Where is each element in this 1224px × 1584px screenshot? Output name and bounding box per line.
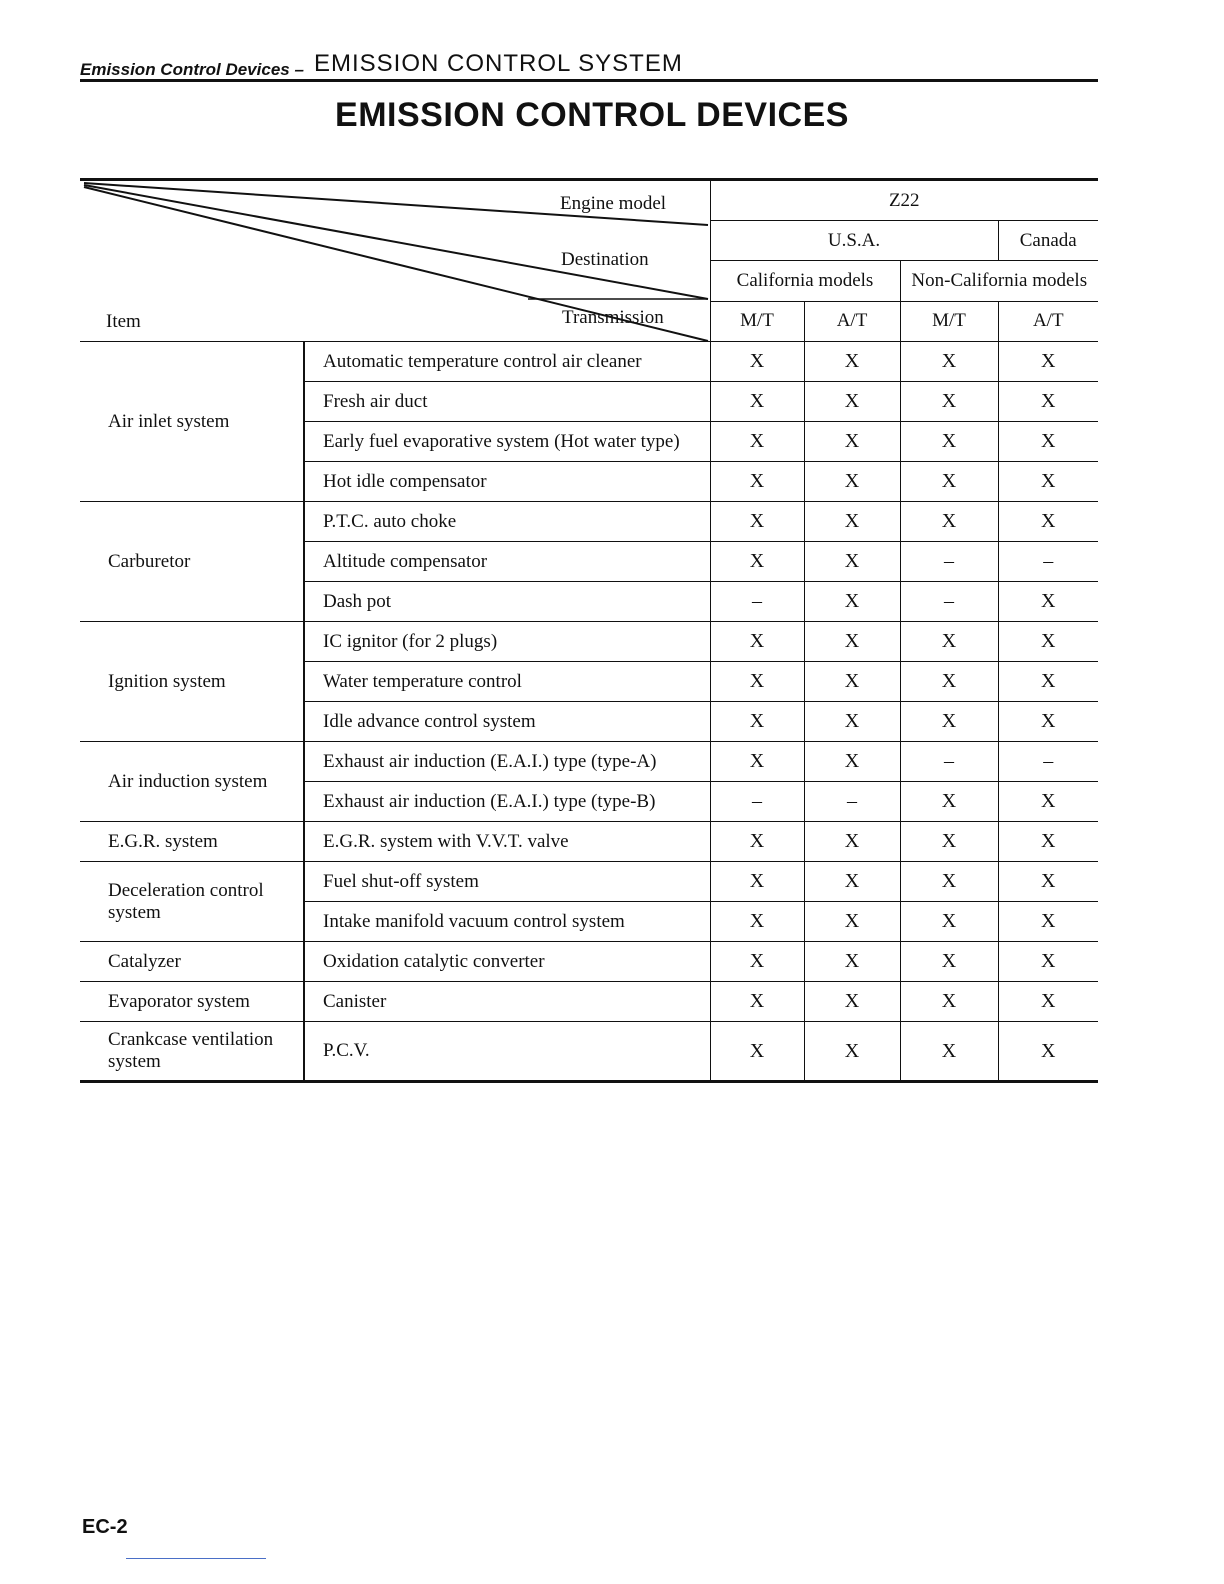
group-label: Air induction system <box>80 742 304 822</box>
value-cell: X <box>998 422 1098 462</box>
engine-model-label: Engine model <box>560 193 667 214</box>
value-cell: X <box>900 822 998 862</box>
value-cell: X <box>804 542 900 582</box>
value-cell: – <box>710 582 804 622</box>
value-cell: X <box>998 982 1098 1022</box>
device-name: Exhaust air induction (E.A.I.) type (type-B) <box>304 782 710 822</box>
value-cell: X <box>998 342 1098 382</box>
value-cell: X <box>804 1022 900 1082</box>
value-cell: X <box>998 582 1098 622</box>
device-name: Idle advance control system <box>304 702 710 742</box>
value-cell: X <box>804 742 900 782</box>
device-name: Fresh air duct <box>304 382 710 422</box>
value-cell: X <box>710 942 804 982</box>
transmission-label: Transmission <box>562 307 664 328</box>
value-cell: X <box>804 662 900 702</box>
value-cell: – <box>998 742 1098 782</box>
table-row <box>80 742 1098 782</box>
value-cell: X <box>710 982 804 1022</box>
device-name: Intake manifold vacuum control system <box>304 902 710 942</box>
group-label: Carburetor <box>80 502 304 622</box>
table-row <box>80 622 1098 662</box>
value-cell: X <box>804 702 900 742</box>
page-title: EMISSION CONTROL DEVICES <box>335 96 849 134</box>
table-row <box>80 862 1098 902</box>
page-title-wrap <box>0 96 1224 135</box>
value-cell: X <box>710 902 804 942</box>
device-name: Dash pot <box>304 582 710 622</box>
value-cell: X <box>804 942 900 982</box>
value-cell: X <box>900 1022 998 1082</box>
header-rule <box>80 79 1098 82</box>
device-name: Fuel shut-off system <box>304 862 710 902</box>
value-cell: X <box>710 542 804 582</box>
value-cell: X <box>804 582 900 622</box>
value-cell: X <box>998 662 1098 702</box>
transmission-header: M/T <box>710 301 804 341</box>
value-cell: X <box>710 622 804 662</box>
device-name: Early fuel evaporative system (Hot water type) <box>304 422 710 462</box>
value-cell: X <box>710 382 804 422</box>
footer-rule <box>126 1558 266 1559</box>
emission-devices-table <box>80 178 1098 1083</box>
destination-usa: U.S.A. <box>710 221 998 261</box>
header-diagonal-cell <box>80 180 710 342</box>
table-row <box>80 822 1098 862</box>
transmission-header: A/T <box>804 301 900 341</box>
device-name: Water temperature control <box>304 662 710 702</box>
device-name: IC ignitor (for 2 plugs) <box>304 622 710 662</box>
engine-model-value: Z22 <box>710 180 1098 221</box>
value-cell: X <box>900 902 998 942</box>
value-cell: X <box>900 462 998 502</box>
value-cell: X <box>900 942 998 982</box>
group-label: Ignition system <box>80 622 304 742</box>
value-cell: X <box>900 982 998 1022</box>
transmission-header: M/T <box>900 301 998 341</box>
value-cell: X <box>804 902 900 942</box>
device-name: Canister <box>304 982 710 1022</box>
value-cell: X <box>900 342 998 382</box>
value-cell: X <box>998 382 1098 422</box>
value-cell: X <box>710 462 804 502</box>
item-label: Item <box>106 311 141 332</box>
transmission-header: A/T <box>998 301 1098 341</box>
table-row <box>80 982 1098 1022</box>
value-cell: X <box>710 1022 804 1082</box>
group-label: Deceleration control system <box>80 862 304 942</box>
device-name: Hot idle compensator <box>304 462 710 502</box>
value-cell: X <box>998 622 1098 662</box>
value-cell: X <box>998 1022 1098 1082</box>
destination-canada: Canada <box>998 221 1098 261</box>
group-label: Crankcase ventilation system <box>80 1022 304 1082</box>
value-cell: – <box>998 542 1098 582</box>
value-cell: X <box>900 662 998 702</box>
group-label: Air inlet system <box>80 342 304 502</box>
device-name: E.G.R. system with V.V.T. valve <box>304 822 710 862</box>
value-cell: X <box>710 702 804 742</box>
device-name: P.C.V. <box>304 1022 710 1082</box>
value-cell: X <box>998 782 1098 822</box>
value-cell: X <box>804 982 900 1022</box>
group-label: E.G.R. system <box>80 822 304 862</box>
value-cell: X <box>710 502 804 542</box>
group-label: Evaporator system <box>80 982 304 1022</box>
value-cell: X <box>804 862 900 902</box>
value-cell: X <box>804 342 900 382</box>
destination-label: Destination <box>561 249 649 270</box>
value-cell: X <box>998 942 1098 982</box>
value-cell: – <box>900 542 998 582</box>
device-name: P.T.C. auto choke <box>304 502 710 542</box>
value-cell: X <box>804 622 900 662</box>
value-cell: X <box>998 702 1098 742</box>
value-cell: X <box>804 822 900 862</box>
value-cell: – <box>900 742 998 782</box>
value-cell: X <box>804 502 900 542</box>
value-cell: X <box>710 822 804 862</box>
value-cell: – <box>804 782 900 822</box>
value-cell: X <box>710 342 804 382</box>
table-row <box>80 502 1098 542</box>
device-name: Exhaust air induction (E.A.I.) type (type-A) <box>304 742 710 782</box>
value-cell: X <box>900 422 998 462</box>
value-cell: X <box>900 622 998 662</box>
value-cell: X <box>710 662 804 702</box>
device-name: Oxidation catalytic converter <box>304 942 710 982</box>
value-cell: X <box>998 902 1098 942</box>
table-row <box>80 1022 1098 1082</box>
value-cell: X <box>804 462 900 502</box>
value-cell: – <box>900 582 998 622</box>
value-cell: X <box>900 382 998 422</box>
table-row <box>80 942 1098 982</box>
value-cell: X <box>900 782 998 822</box>
california-models: California models <box>710 261 900 301</box>
value-cell: X <box>900 502 998 542</box>
system-label: EMISSION CONTROL SYSTEM <box>314 50 683 77</box>
value-cell: X <box>710 862 804 902</box>
value-cell: – <box>710 782 804 822</box>
value-cell: X <box>804 422 900 462</box>
value-cell: X <box>900 862 998 902</box>
value-cell: X <box>998 502 1098 542</box>
value-cell: X <box>900 702 998 742</box>
device-name: Altitude compensator <box>304 542 710 582</box>
value-cell: X <box>998 862 1098 902</box>
value-cell: X <box>804 382 900 422</box>
non-california-models: Non-California models <box>900 261 1098 301</box>
value-cell: X <box>710 422 804 462</box>
group-label: Catalyzer <box>80 942 304 982</box>
value-cell: X <box>998 822 1098 862</box>
table-row <box>80 342 1098 382</box>
value-cell: X <box>998 462 1098 502</box>
section-label: Emission Control Devices – <box>80 60 304 79</box>
value-cell: X <box>710 742 804 782</box>
device-name: Automatic temperature control air cleaner <box>304 342 710 382</box>
page-number: EC-2 <box>82 1516 128 1538</box>
